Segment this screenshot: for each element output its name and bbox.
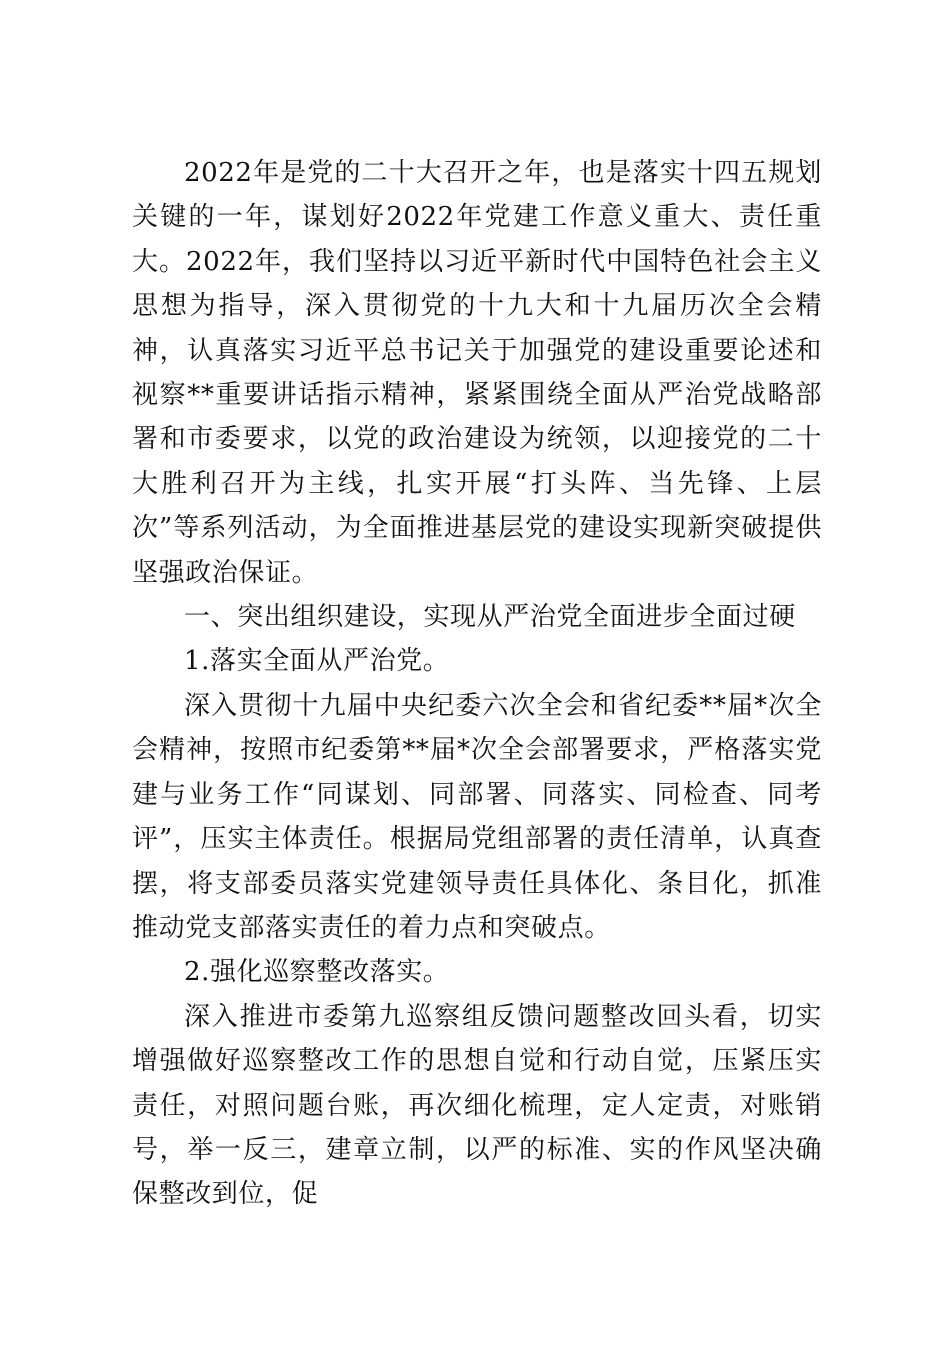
section-heading-1: 一、突出组织建设，实现从严治党全面进步全面过硬 (184, 602, 796, 633)
intro-paragraph: 2022年是党的二十大召开之年，也是落实十四五规划关键的一年，谋划好2022年党建工作意义重大、责任重大。2022年，我们坚持以习近平新时代中国特色社会主义思想为指导，深入贯彻党的十九大和十九届历次全会精神，认真落实习近平总书记关于加强党的建设重要论述和视察**重要讲话指示精神，紧紧围绕全面从严治党战略部署和市委要求，以党的政治建设为统领，以迎接党的二十大胜利召开为主线，扎实开展“打头阵、当先锋、上层次”等系列活动，为全面推进基层党的建设实现新突破提供坚强政治保证。 (132, 158, 822, 588)
subsection-body-2: 深入推进市委第九巡察组反馈问题整改回头看，切实增强做好巡察整改工作的思想自觉和行动自觉，压紧压实责任，对照问题台账，再次细化梳理，定人定责，对账销号，举一反三，建章立制，以严的标准、实的作风坚决确保整改到位，促 (132, 1001, 822, 1210)
subsection-heading-2: 2.强化巡察整改落实。 (184, 957, 450, 988)
subsection-heading-1: 1.落实全面从严治党。 (184, 646, 450, 677)
subsection-body-1: 深入贯彻十九届中央纪委六次全会和省纪委**届*次全会精神，按照市纪委第**届*次全会部署要求，严格落实党建与业务工作“同谋划、同部署、同落实、同检查、同考评”，压实主体责任。根据局党组部署的责任清单，认真查摆，将支部委员落实党建领导责任具体化、条目化，抓准推动党支部落实责任的着力点和突破点。 (132, 690, 822, 943)
document-body (132, 151, 822, 1217)
